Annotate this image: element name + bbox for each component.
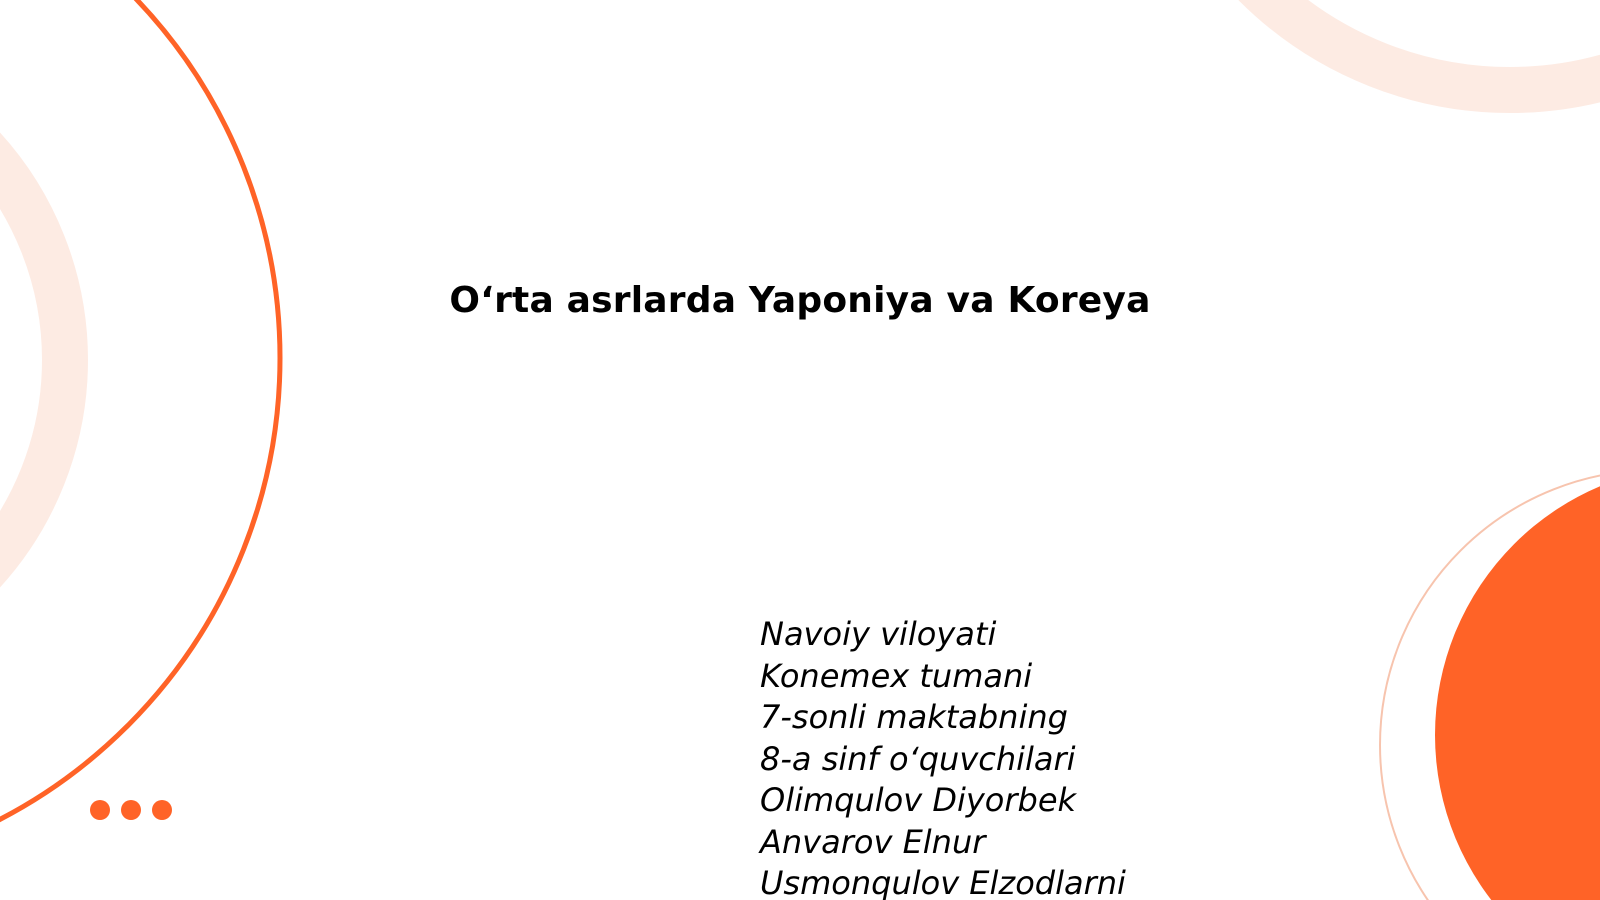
- subtitle-line: Olimqulov Diyorbek: [760, 781, 1077, 819]
- subtitle-line: 8-a sinf o‘quvchilari: [760, 739, 1076, 778]
- dot: [121, 800, 141, 820]
- dot: [152, 800, 172, 820]
- slide-title: O‘rta asrlarda Yaponiya va Koreya: [449, 280, 1151, 321]
- subtitle-line: 7-sonli maktabning: [760, 698, 1068, 736]
- top-right-light-ring: [1150, 0, 1600, 90]
- subtitle-line: Usmonqulov Elzodlarni: [760, 864, 1126, 900]
- subtitle-line: Navoiy viloyati: [760, 615, 997, 653]
- slide-subtitle: [760, 614, 1126, 900]
- subtitle-line: Konemex tumani: [760, 656, 1033, 695]
- bottom-right-orange-circle: [1435, 465, 1600, 900]
- left-light-ring: [0, 45, 65, 675]
- subtitle-line: Anvarov Elnur: [760, 822, 986, 861]
- more-dots-icon: [90, 800, 172, 820]
- dot: [90, 800, 110, 820]
